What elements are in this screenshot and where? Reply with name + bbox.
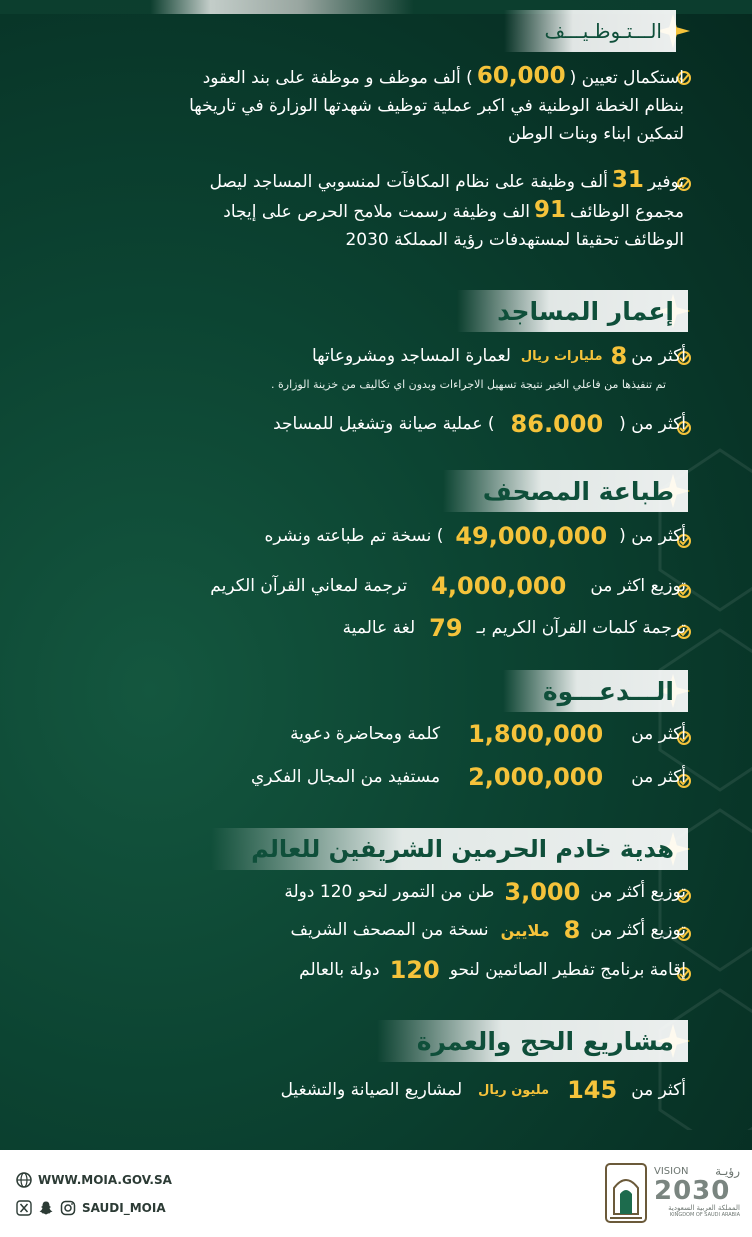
social-handle[interactable]: SAUDI_MOIA [16, 1200, 166, 1216]
website-link[interactable]: WWW.MOIA.GOV.SA [16, 1172, 172, 1188]
gift-row-3: إقامة برنامج تفطير الصائمين لنحو 120 دولة بالعالم [299, 956, 686, 984]
section-title-employment: الـــتـوظـيـــف [504, 10, 676, 52]
gift-row-1: توزيع أكثر من 3,000 طن من التمور لنحو 120 دولة [284, 878, 686, 906]
stat-number: 8 [610, 342, 628, 370]
vision-2030-logo: VISION رؤيـة 2030 المملكة العربية السعودية KINGDOM OF SAUDI ARABIA [654, 1164, 740, 1218]
stat-number: 1,800,000 [468, 720, 604, 748]
section-title-quran: طباعة المصحف [443, 470, 688, 512]
stat-number: 79 [429, 614, 463, 642]
section-title-gift: هدية خادم الحرمين الشريفين للعالم [211, 828, 688, 870]
stat-number: 91 [534, 197, 567, 223]
stat-number: 8 [563, 916, 581, 944]
hajj-row-1: أكثر من 145 مليون ريال لمشاريع الصيانة والتشغيل [280, 1076, 686, 1104]
globe-icon [16, 1172, 32, 1188]
dawah-row-1: أكثر من 1,800,000 كلمة ومحاضرة دعوية [290, 720, 686, 748]
stat-number: 145 [567, 1076, 618, 1104]
stat-number: 86.000 [510, 410, 604, 438]
stat-number: 3,000 [504, 878, 581, 906]
section-title-hajj: مشاريع الحج والعمرة [377, 1020, 688, 1062]
ministry-emblem-logo [604, 1162, 648, 1224]
mosques-row-2: أكثر من ( 86.000 ) عملية صيانة وتشغيل للمساجد [273, 410, 686, 438]
quran-row-2: توزيع اكثر من 4,000,000 ترجمة لمعاني القرآن الكريم [210, 572, 686, 600]
section-title-dawah: الـــدعـــوة [503, 670, 688, 712]
dawah-row-2: أكثر من 2,000,000 مستفيد من المجال الفكري [250, 763, 686, 791]
x-icon[interactable] [16, 1200, 32, 1216]
instagram-icon[interactable] [60, 1200, 76, 1216]
quran-row-3: ترجمة كلمات القرآن الكريم بـ 79 لغة عالمية [342, 614, 686, 642]
stat-number: 49,000,000 [455, 522, 608, 550]
snapchat-icon[interactable] [38, 1200, 54, 1216]
mosques-row-1: أكثر من 8 مليارات ريال لعمارة المساجد ومشروعاتها [311, 342, 686, 370]
stat-number: 31 [611, 167, 644, 193]
stat-number: 60,000 [476, 63, 566, 89]
stat-number: 120 [389, 956, 440, 984]
quran-row-1: أكثر من ( 49,000,000 ) نسخة تم طباعته ونشره [264, 522, 686, 550]
employment-paragraph-2: توفير31ألف وظيفة على نظام المكافآت لمنسوبي المساجد ليصل مجموع الوظائف91الف وظيفة رسمت ملامح الحرص على إيجاد الوظائف تحقيقا لمستهدفات رؤية المملكة 2030 [209, 167, 684, 250]
footer [0, 1150, 752, 1237]
section-title-mosques: إعمار المساجد [457, 290, 688, 332]
employment-paragraph-1: استكمال تعيين (60,000) ألف موظف و موظفة على بند العقود بنظام الخطة الوطنية في اكبر عملية توظيف شهدتها الوزارة في تاريخها لتمكين ابناء وبنات الوطن [189, 63, 684, 144]
stat-number: 4,000,000 [431, 572, 567, 600]
mosques-note: تم تنفيذها من فاعلي الخير نتيجة تسهيل الاجراءات وبدون اي تكاليف من خزينة الوزارة . [271, 378, 666, 391]
stat-number: 2,000,000 [468, 763, 604, 791]
gift-row-2: توزيع أكثر من 8 ملايين نسخة من المصحف الشريف [290, 916, 686, 944]
